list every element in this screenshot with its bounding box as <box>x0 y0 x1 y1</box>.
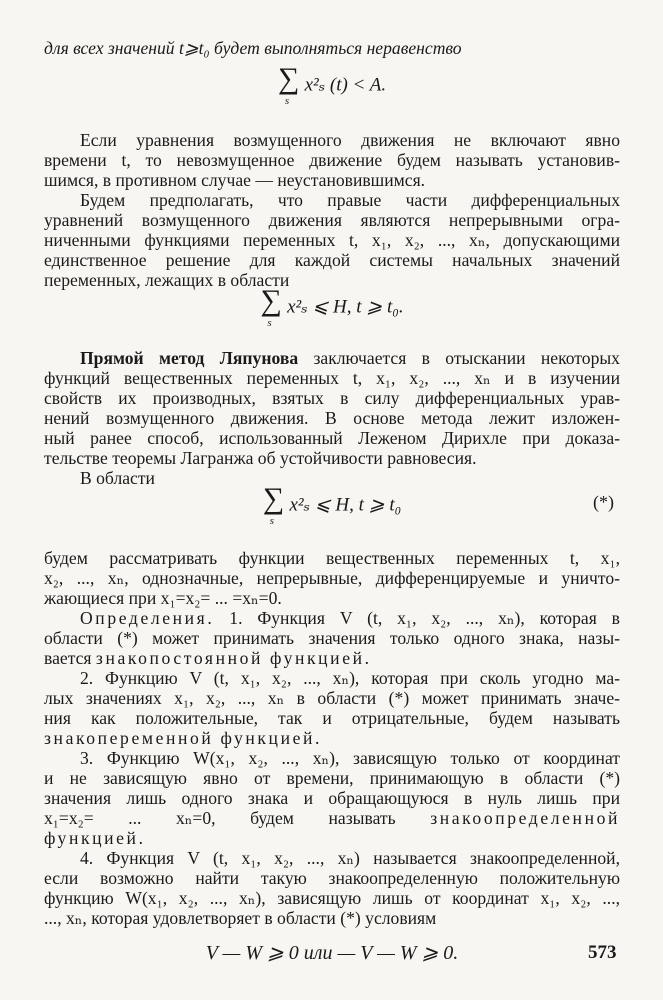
text-line: 4. Функция V (t, x₁, x₂, ..., xₙ) называется знакоопределенной, <box>80 848 620 868</box>
text-line: единственное решение для каждой системы начальных значений <box>44 250 620 270</box>
text-line: вается знакопостоянной функцией. <box>44 648 372 668</box>
text-line: ниченными функциями переменных t, x₁, x₂, ..., xₙ, допускающими <box>44 230 620 250</box>
text-line: ..., xₙ, которая удовлетворяет в области (*) условиям <box>44 908 437 928</box>
term-sign-constant: знакопостоянной функцией. <box>95 648 372 668</box>
formula-3 <box>44 482 620 527</box>
text-line: будем рассматривать функции вещественных переменных t, x₁, <box>44 548 620 568</box>
text-line: функций вещественных переменных t, x₁, x₂, ..., xₙ и в изучении <box>44 368 620 388</box>
text-line: переменных, лежащих в области <box>44 270 290 290</box>
text-line: уравнений возмущенного движения являются непрерывными огра- <box>44 210 620 230</box>
text-line: x₁=x₂= ... xₙ=0, будем называть знакоопределенной <box>44 808 620 828</box>
text-line: 2. Функцию V (t, x₁, x₂, ..., xₙ), которая при сколь угодно ма- <box>80 668 620 688</box>
text-line: x₂, ..., xₙ, однозначные, непрерывные, дифференцируемые и уничто- <box>44 568 620 588</box>
formula-1-text: x²ₛ (t) < A. <box>304 74 387 96</box>
term-sign-definite: знакоопределенной <box>430 808 620 828</box>
text-line: значения лишь одного знака и обращающуюся в нуль лишь при <box>44 788 620 808</box>
page-number: 573 <box>588 942 617 963</box>
text-line: функцию W(x₁, x₂, ..., xₙ), зависящую лишь от координат x₁, x₂, ..., <box>44 888 620 908</box>
text-line: если возможно найти такую знакоопределенную положительную <box>44 868 620 888</box>
text-line: для всех значений t⩾t₀ будет выполняться неравенство <box>44 38 462 58</box>
sum-symbol: ∑ s <box>277 62 300 107</box>
formula-4: V — W ⩾ 0 или — V — W ⩾ 0. <box>205 942 459 964</box>
text-line: и не зависящую явно от времени, принимающую в области (*) <box>44 768 620 788</box>
sum-symbol: ∑ s <box>262 482 285 527</box>
formula-2-text: x²ₛ ⩽ H, t ⩾ t₀. <box>287 296 404 318</box>
term-sign-variable: знакопеременной функцией. <box>44 728 323 748</box>
text-line: 3. Функцию W(x₁, x₂, ..., xₙ), зависящую только от координат <box>80 748 620 768</box>
text-line: В области <box>80 468 155 488</box>
equation-tag: (*) <box>593 492 614 512</box>
formula-2 <box>44 284 620 329</box>
sum-symbol: ∑ s <box>260 284 282 329</box>
text-line: времени t, то невозмущенное движение будем называть установив- <box>44 150 620 170</box>
text-line: Если уравнения возмущенного движения не включают явно <box>80 130 620 150</box>
formula-1 <box>44 62 620 107</box>
definitions-heading: Определения. <box>80 608 215 628</box>
text-line: ный ранее способ, использованный Леженом Дирихле при доказа- <box>44 428 620 448</box>
text-line: жающиеся при x₁=x₂= ... =xₙ=0. <box>44 588 282 608</box>
text-line: тельстве теоремы Лагранжа об устойчивости равновесия. <box>44 448 477 468</box>
text-line: лых значениях x₁, x₂, ..., xₙ в области (*) может принимать значе- <box>44 688 620 708</box>
text-line: свойств их производных, взятых в силу дифференциальных урав- <box>44 388 620 408</box>
text-line: ния как положительные, так и отрицательные, будем называть <box>44 708 620 728</box>
text-line: Прямой метод Ляпунова заключается в отыскании некоторых <box>80 348 620 368</box>
formula-3-text: x²ₛ ⩽ H, t ⩾ t₀ <box>289 494 402 516</box>
text-line: Определения. 1. Функция V (t, x₁, x₂, ..., xₙ), которая в <box>80 608 620 628</box>
text-line: шимся, в противном случае — неустановившимся. <box>44 170 426 190</box>
text-line: нений возмущенного движения. В основе метода лежит изложен- <box>44 408 620 428</box>
text-line: области (*) может принимать значения только одного знака, назы- <box>44 628 620 648</box>
text-line: Будем предполагать, что правые части дифференциальных <box>80 190 620 210</box>
method-title: Прямой метод Ляпунова <box>80 348 299 368</box>
text-line: функцией. <box>44 828 146 848</box>
